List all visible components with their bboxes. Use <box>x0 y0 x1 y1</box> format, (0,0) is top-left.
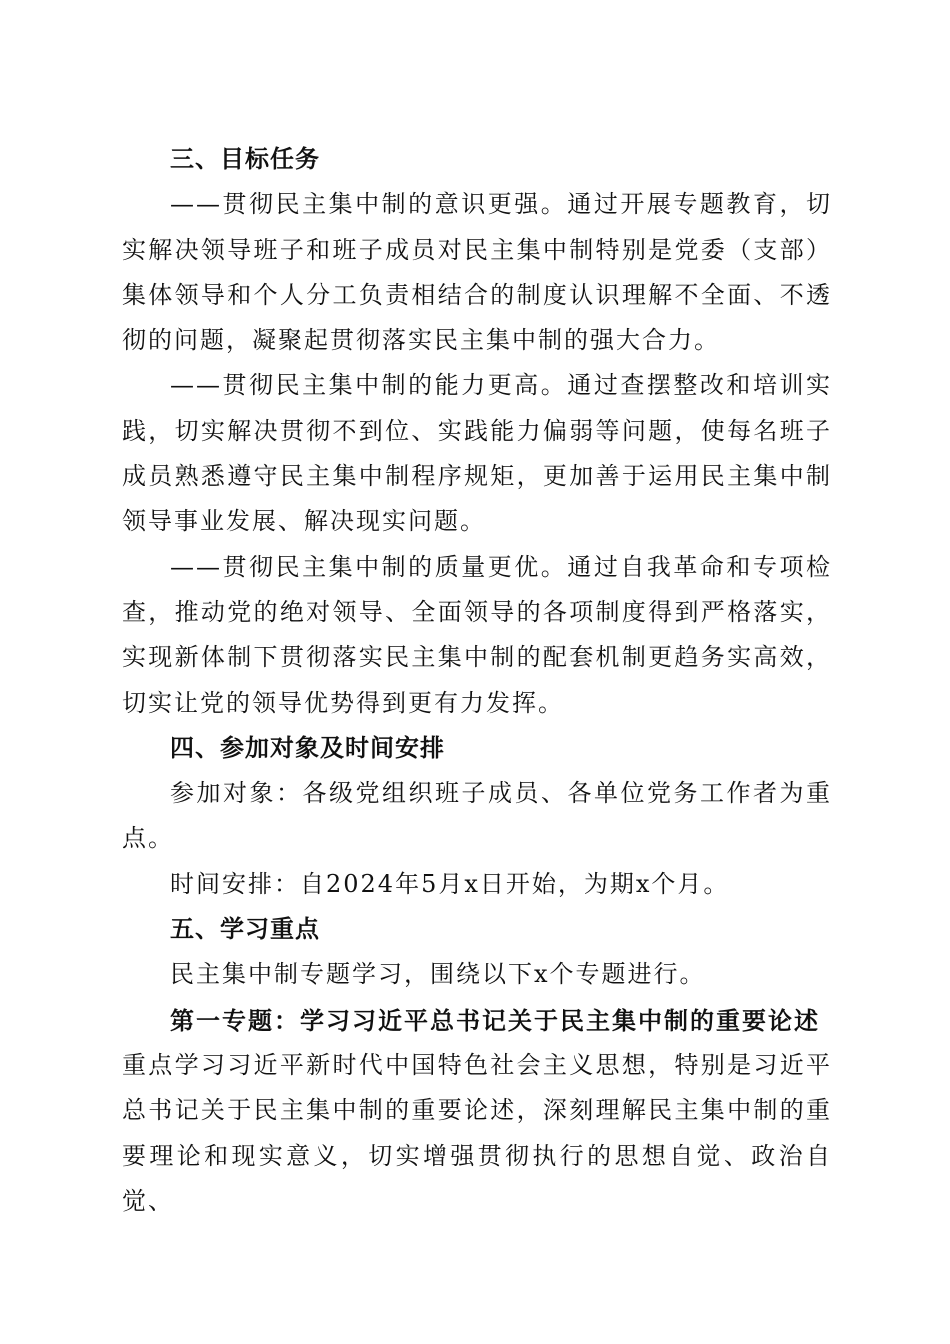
section-4-participants: 参加对象：各级党组织班子成员、各单位党务工作者为重点。 <box>122 779 832 853</box>
topic-1-body: 重点学习习近平新时代中国特色社会主义思想，特别是习近平总书记关于民主集中制的重要论述，深刻理解民主集中制的重要理论和现实意义，切实增强贯彻执行的思想自觉、政治自觉、 <box>122 1050 832 1215</box>
section-5-intro: 民主集中制专题学习，围绕以下x个专题进行。 <box>170 960 706 989</box>
section-3-paragraph-capability: ——贯彻民主集中制的能力更高。通过查摆整改和培训实践，切实解决贯彻不到位、实践能力偏弱等问题，使每名班子成员熟悉遵守民主集中制程序规矩，更加善于运用民主集中制领导事业发展、解决现实问题。 <box>122 371 832 536</box>
section-4-heading: 四、参加对象及时间安排 <box>170 733 445 762</box>
topic-1-title: 第一专题：学习习近平总书记关于民主集中制的重要论述 <box>170 1005 820 1035</box>
section-5-heading: 五、学习重点 <box>170 915 320 944</box>
section-3-paragraph-quality: ——贯彻民主集中制的质量更优。通过自我革命和专项检查，推动党的绝对领导、全面领导的各项制度得到严格落实，实现新体制下贯彻落实民主集中制的配套机制更趋务实高效，切实让党的领导优势得到更有力发挥。 <box>122 552 832 717</box>
document-body <box>122 137 832 1224</box>
section-3-paragraph-awareness: ——贯彻民主集中制的意识更强。通过开展专题教育，切实解决领导班子和班子成员对民主集中制特别是党委（支部）集体领导和个人分工负责相结合的制度认识理解不全面、不透彻的问题，凝聚起贯彻落实民主集中制的强大合力。 <box>122 190 832 355</box>
section-3-heading: 三、目标任务 <box>170 145 320 173</box>
section-4-schedule: 时间安排：自2024年5月x日开始，为期x个月。 <box>170 869 730 898</box>
